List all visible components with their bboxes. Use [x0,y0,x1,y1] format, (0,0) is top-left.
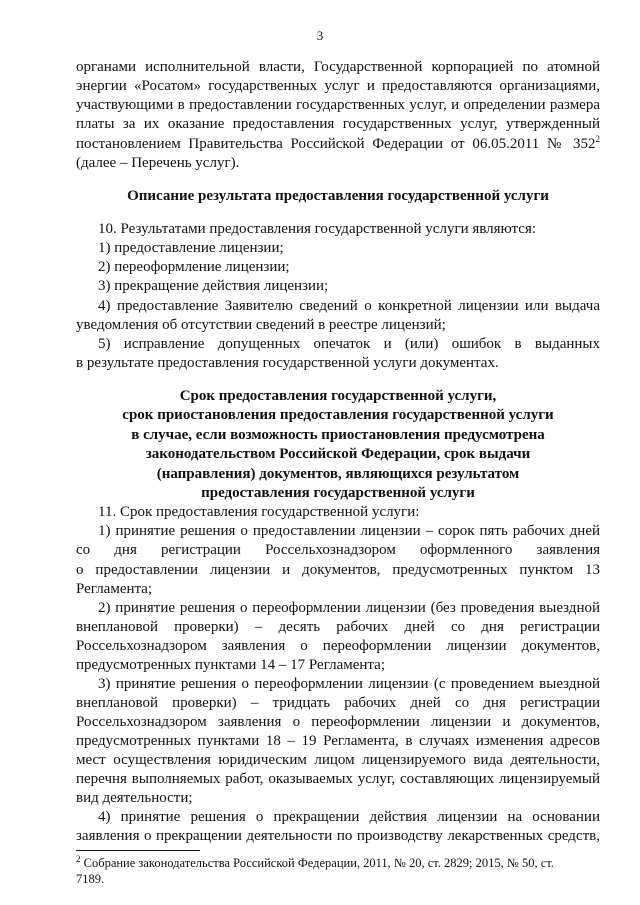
line-text: 1) предоставление лицензии; [98,240,284,256]
line-text: энергии «Росатом» государственных услуг и предоставляются организациями, [76,78,600,94]
text-line [76,809,600,826]
footnote-separator [76,850,200,851]
line-text: в случае, если возможность приостановления предусмотрена [131,427,545,443]
line-text: заявления о прекращении деятельности по производству лекарственных средств, [76,828,600,844]
line-text: (далее – Перечень услуг). [76,155,240,171]
line-text: уведомления об отсутствии сведений в реестре лицензий; [76,317,446,333]
line-text: 3) принятие решения о переоформлении лицензии (с проведением выездной [98,676,600,692]
line-text: 5) исправление допущенных опечаток и (или) ошибок в выданных [98,336,600,352]
text-line [76,336,600,353]
text-line [76,355,600,372]
line-text: 3) прекращение действия лицензии; [98,278,329,294]
text-line [76,240,600,257]
line-text: предусмотренных пунктами 14 – 17 Регламента; [76,657,385,673]
text-line [76,638,600,655]
footnote-reference: 2 [595,134,600,144]
section-heading-line [76,466,600,483]
text-line [76,298,600,315]
line-text: 4) принятие решения о прекращении действия лицензии на основании [98,809,600,825]
section-heading-line [76,388,600,405]
text-line [76,278,600,295]
text-line [76,136,600,153]
line-text: предоставления государственной услуги [201,485,475,501]
line-text: в результате предоставления государственной услуги документах. [76,355,499,371]
line-text: срок приостановления предоставления государственной услуги [122,407,554,423]
text-line [76,504,600,521]
text-line [76,317,600,334]
text-line [76,771,600,788]
line-text: (направления) документов, являющихся результатом [156,466,520,482]
line-text: Срок предоставления государственной услуги, [179,388,497,404]
text-line [76,155,600,172]
text-line [76,259,600,276]
footnote-text-line-2: 7189. [76,872,105,886]
footnote-marker: 2 [76,853,81,864]
text-line [76,619,600,636]
text-line [76,676,600,693]
text-line [76,542,600,559]
line-text: Россельхознадзором заявления о переоформлении лицензии документов, [76,638,600,654]
text-line [76,523,600,540]
section-heading-line [76,407,600,424]
line-text: предусмотренных пунктами 18 – 19 Регламента, в случаях изменения адресов [76,733,600,749]
page-number: 3 [316,28,324,43]
line-text: 4) предоставление Заявителю сведений о конкретной лицензии или выдача [98,298,600,314]
line-text: Регламента; [76,581,153,597]
footnote [76,853,600,871]
text-line [76,581,600,598]
line-text: внеплановой проверки) – тридцать рабочих дней со дня регистрации [76,695,600,711]
line-text: участвующими в предоставлении государственных услуг, и определении размера [76,97,600,113]
text-line [76,657,600,674]
text-line [76,600,600,617]
line-text: 2) переоформление лицензии; [98,259,290,275]
line-text: вид деятельности; [76,790,193,806]
line-text: 10. Результатами предоставления государственной услуги являются: [98,221,537,237]
line-text: о предоставлении лицензии и документов, предусмотренных пунктом 13 [76,562,600,578]
line-text: постановлением Правительства Российской Федерации от 06.05.2011 № 352 [76,136,596,152]
section-heading-line [76,188,600,205]
text-line [76,733,600,750]
line-text: со дня регистрации Россельхознадзором оформленного заявления [76,542,600,558]
line-text: 1) принятие решения о предоставлении лицензии – сорок пять рабочих дней [98,523,600,539]
footnote-text-line-1: Собрание законодательства Российской Федерации, 2011, № 20, ст. 2829; 2015, № 50, ст. [80,856,554,870]
section-heading-line [76,446,600,463]
text-line [76,221,600,238]
text-line [76,97,600,114]
line-text: Описание результата предоставления государственной услуги [127,188,549,204]
line-text: мест осуществления юридическим лицом лицензируемого вида деятельности, [76,752,600,768]
text-line [76,78,600,95]
line-text: 11. Срок предоставления государственной услуги: [98,504,420,520]
line-text: внеплановой проверки) – десять рабочих дней со дня регистрации [76,619,600,635]
line-text: 2) принятие решения о переоформлении лицензии (без проведения выездной [98,600,600,616]
text-line [76,714,600,731]
text-line [76,790,600,807]
section-heading-line [76,427,600,444]
section-heading-line [76,485,600,502]
text-line [76,695,600,712]
text-line [76,116,600,133]
line-text: органами исполнительной власти, Государственной корпорацией по атомной [76,59,600,75]
text-line [76,828,600,845]
text-line [76,752,600,769]
text-line [76,562,600,579]
line-text: Россельхознадзором заявления о переоформлении лицензии и документов, [76,714,600,730]
line-text: платы за их оказание предоставления государственных услуг, утвержденный [76,116,600,132]
text-line [76,59,600,76]
line-text: перечня выполняемых работ, оказываемых услуг, составляющих лицензируемый [76,771,600,787]
line-text: законодательством Российской Федерации, срок выдачи [145,446,531,462]
